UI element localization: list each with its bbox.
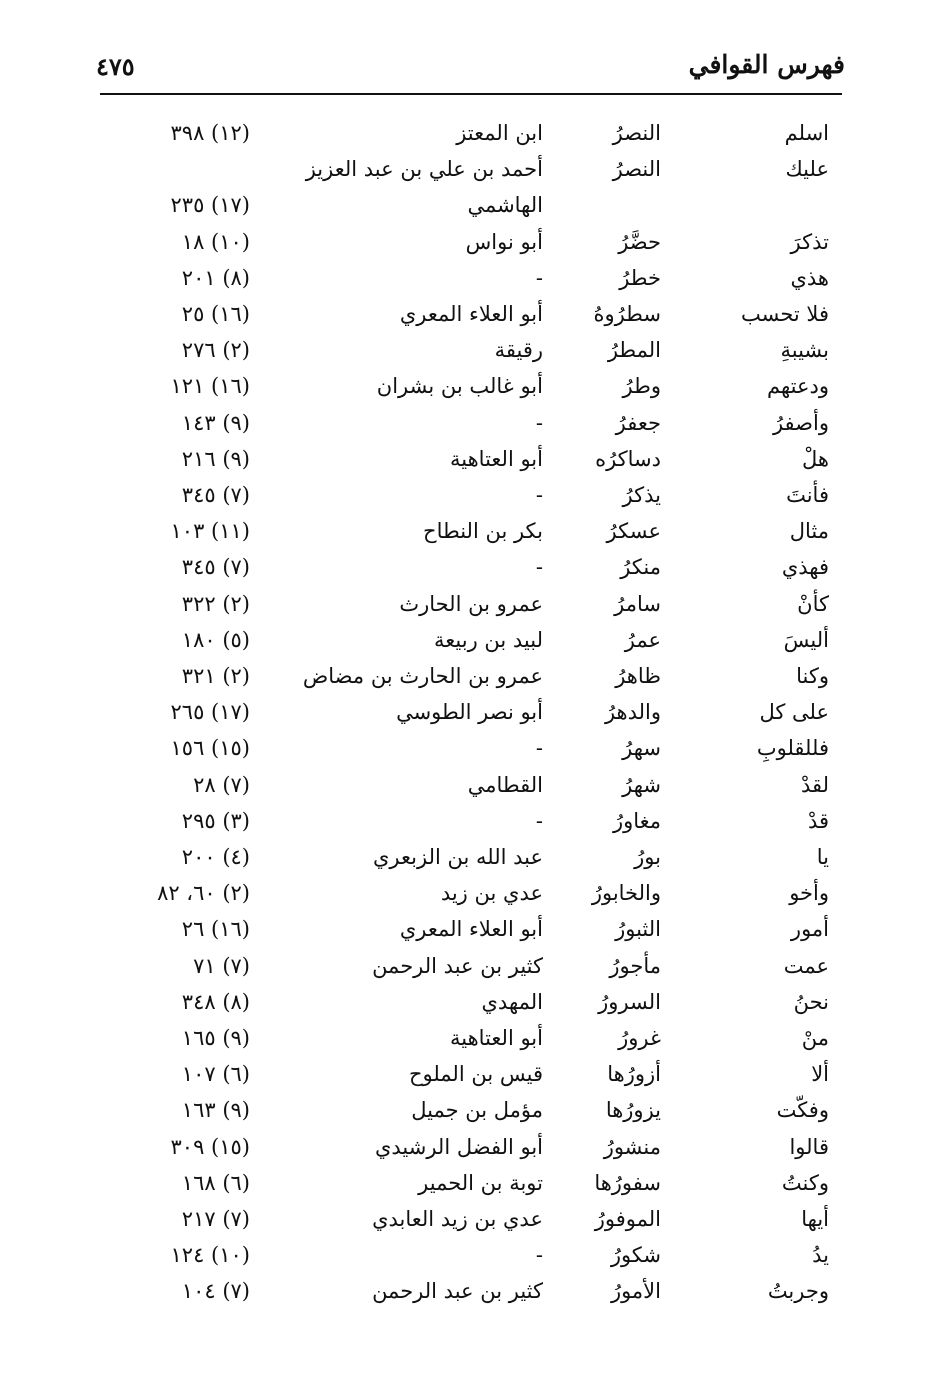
rhyme-word-cell: أزورُها bbox=[607, 1062, 661, 1087]
table-row bbox=[0, 1273, 943, 1309]
reference-cell: (١٢) ٣٩٨ bbox=[170, 121, 250, 145]
opening-cell: فللقلوبِ bbox=[756, 736, 829, 761]
poet-cell: ابن المعتز bbox=[456, 121, 543, 145]
poet-cell: توبة بن الحمير bbox=[418, 1170, 543, 1195]
rhyme-word-cell: سهرُ bbox=[622, 736, 661, 761]
table-row bbox=[0, 224, 943, 260]
reference-cell: (٩) ١٦٥ bbox=[181, 1026, 250, 1050]
page-title: فهرس القوافي bbox=[688, 50, 845, 79]
table-row bbox=[0, 1056, 943, 1092]
poet-cell: مؤمل بن جميل bbox=[411, 1098, 543, 1123]
table-row bbox=[0, 1165, 943, 1201]
opening-cell: وأصفرُ bbox=[772, 410, 829, 435]
rhyme-word-cell: والدهرُ bbox=[604, 700, 661, 725]
reference-cell: (٧) ٣٤٥ bbox=[181, 555, 250, 580]
rhyme-word-cell: والخابورُ bbox=[591, 881, 661, 906]
opening-cell: كأنْ bbox=[797, 591, 829, 616]
opening-cell: أيها bbox=[801, 1207, 829, 1231]
rhyme-word-cell: شكورُ bbox=[610, 1243, 661, 1268]
table-row bbox=[0, 839, 943, 875]
reference-cell: (١٦) ٢٥ bbox=[181, 302, 250, 326]
poet-cell: عدي بن زيد bbox=[440, 881, 543, 906]
poet-cell: كثير بن عبد الرحمن bbox=[372, 953, 543, 978]
rhyme-word-cell: النصرُ bbox=[612, 121, 661, 145]
reference-cell: (١٥) ١٥٦ bbox=[170, 736, 250, 761]
table-row bbox=[0, 296, 943, 332]
reference-cell: (٨) ٣٤٨ bbox=[181, 989, 250, 1014]
rhyme-word-cell: خطرُ bbox=[619, 265, 661, 290]
poet-cell: - bbox=[535, 1243, 543, 1268]
reference-cell: (١٦) ٢٦ bbox=[181, 917, 250, 942]
opening-cell: وكنا bbox=[796, 664, 829, 688]
rhyme-word-cell: حضَّرُ bbox=[618, 229, 661, 254]
rhyme-word-cell: السرورُ bbox=[598, 989, 661, 1014]
table-row bbox=[0, 767, 943, 803]
reference-cell: (٩) ١٦٣ bbox=[181, 1098, 250, 1123]
rhyme-word-cell: دساكرُه bbox=[595, 446, 661, 471]
poet-cell: أبو نصر الطوسي bbox=[396, 700, 543, 725]
rhyme-word-cell: الأمورُ bbox=[610, 1279, 661, 1304]
opening-cell: يدُ bbox=[812, 1243, 829, 1268]
poet-cell: - bbox=[535, 265, 543, 290]
table-row bbox=[0, 694, 943, 730]
opening-cell: لقدْ bbox=[800, 772, 829, 797]
table-row bbox=[0, 586, 943, 622]
rhyme-word-cell: مأجورُ bbox=[609, 953, 661, 978]
table-row bbox=[0, 730, 943, 766]
poet-cell: أبو العلاء المعري bbox=[399, 917, 543, 942]
poet-cell: أبو العتاهية bbox=[450, 446, 543, 471]
table-row bbox=[0, 1237, 943, 1273]
rhyme-word-cell: منشورُ bbox=[603, 1134, 661, 1159]
reference-cell: (١٦) ١٢١ bbox=[170, 374, 250, 399]
poet-cell: عمرو بن الحارث bbox=[399, 591, 543, 616]
table-row bbox=[0, 405, 943, 441]
reference-cell: (١١) ١٠٣ bbox=[170, 519, 250, 544]
opening-cell: هلْ bbox=[802, 446, 829, 471]
opening-cell: نحنُ bbox=[793, 989, 829, 1014]
poet-cell: - bbox=[535, 555, 543, 580]
reference-cell: (٢) ٣٢١ bbox=[181, 664, 250, 688]
rhyme-word-cell: جعفرُ bbox=[615, 410, 661, 435]
rhyme-word-cell: عسكرُ bbox=[606, 519, 661, 544]
opening-cell: وجربتُ bbox=[767, 1279, 829, 1304]
opening-cell: ودعتهم bbox=[766, 374, 829, 399]
table-row bbox=[0, 549, 943, 585]
reference-cell: (١٠) ١٢٤ bbox=[170, 1243, 250, 1268]
poet-cell: - bbox=[535, 808, 543, 833]
reference-cell: (٩) ١٤٣ bbox=[181, 410, 250, 435]
table-row bbox=[0, 803, 943, 839]
page-number: ٤٧٥ bbox=[96, 52, 135, 81]
reference-cell: (٦) ١٦٨ bbox=[181, 1170, 250, 1195]
poet-cell: القطامي bbox=[467, 772, 543, 797]
table-row bbox=[0, 151, 943, 187]
reference-cell: (٢) ٣٢٢ bbox=[181, 591, 250, 616]
poet-cell: أبو غالب بن بشران bbox=[376, 374, 543, 399]
poet-cell: أبو الفضل الرشيدي bbox=[374, 1134, 543, 1159]
opening-cell: قالوا bbox=[789, 1134, 829, 1159]
poet-cell: أبو العتاهية bbox=[450, 1026, 543, 1050]
opening-cell: بشيبةِ bbox=[780, 338, 829, 363]
rhyme-word-cell: غرورُ bbox=[618, 1026, 661, 1050]
table-row bbox=[0, 477, 943, 513]
table-row bbox=[0, 1129, 943, 1165]
reference-cell: (١٧) ٢٦٥ bbox=[170, 700, 250, 725]
table-row bbox=[0, 1020, 943, 1056]
reference-cell: (٦) ١٠٧ bbox=[181, 1062, 250, 1087]
poet-cell: عمرو بن الحارث بن مضاض bbox=[302, 664, 543, 688]
opening-cell: وأخو bbox=[789, 881, 829, 906]
opening-cell: هذي bbox=[790, 265, 829, 290]
reference-cell: (٩) ٢١٦ bbox=[181, 446, 250, 471]
opening-cell: فهذي bbox=[781, 555, 829, 580]
poet-cell: المهدي bbox=[481, 989, 543, 1014]
opening-cell: اسلم bbox=[784, 121, 829, 145]
reference-cell: (١٥) ٣٠٩ bbox=[170, 1134, 250, 1159]
table-row bbox=[0, 332, 943, 368]
poet-cell: الهاشمي bbox=[467, 193, 543, 218]
opening-cell: أمور bbox=[790, 917, 829, 942]
table-row bbox=[0, 187, 943, 223]
table-row bbox=[0, 115, 943, 151]
poet-cell: عدي بن زيد العابدي bbox=[372, 1207, 543, 1231]
opening-cell: أليسَ bbox=[783, 627, 829, 652]
table-row bbox=[0, 984, 943, 1020]
rhyme-word-cell: يذكرُ bbox=[622, 483, 661, 507]
reference-cell: (٢) ٦٠، ٨٢ bbox=[157, 881, 250, 906]
reference-cell: (٣) ٢٩٥ bbox=[181, 808, 250, 833]
table-row bbox=[0, 368, 943, 404]
table-row bbox=[0, 260, 943, 296]
rhyme-word-cell: سفورُها bbox=[594, 1170, 661, 1195]
poet-cell: قيس بن الملوح bbox=[408, 1062, 543, 1087]
rhyme-word-cell: مغاورُ bbox=[612, 808, 661, 833]
opening-cell: على كل bbox=[759, 700, 829, 725]
opening-cell: قدْ bbox=[807, 808, 829, 833]
opening-cell: تذكرَ bbox=[790, 229, 829, 254]
table-row bbox=[0, 948, 943, 984]
poet-cell: - bbox=[535, 483, 543, 507]
opening-cell: مثال bbox=[789, 519, 829, 544]
rhyme-word-cell: يزورُها bbox=[605, 1098, 661, 1123]
reference-cell: (٧) ٢١٧ bbox=[181, 1207, 250, 1231]
table-row bbox=[0, 1092, 943, 1128]
table-row bbox=[0, 441, 943, 477]
rhyme-word-cell: شهرُ bbox=[622, 772, 661, 797]
rhyme-word-cell: الموفورُ bbox=[594, 1207, 661, 1231]
rhyme-word-cell: سامرُ bbox=[614, 591, 661, 616]
table-row bbox=[0, 513, 943, 549]
poet-cell: - bbox=[535, 736, 543, 761]
opening-cell: عمت bbox=[783, 953, 829, 978]
poet-cell: أحمد بن علي بن عبد العزيز bbox=[305, 157, 543, 182]
opening-cell: وكنتُ bbox=[781, 1170, 829, 1195]
reference-cell: (٧) ٣٤٥ bbox=[181, 483, 250, 507]
opening-cell: وفكّت bbox=[776, 1098, 829, 1123]
opening-cell: منْ bbox=[801, 1026, 829, 1050]
rhyme-word-cell: ظاهرُ bbox=[615, 664, 661, 688]
poet-cell: أبو نواس bbox=[465, 229, 543, 254]
poet-cell: أبو العلاء المعري bbox=[399, 302, 543, 326]
opening-cell: عليك bbox=[785, 157, 829, 182]
opening-cell: فأنتَ bbox=[786, 483, 829, 507]
table-row bbox=[0, 622, 943, 658]
reference-cell: (٧) ٢٨ bbox=[193, 772, 250, 797]
rhyme-word-cell: المطرُ bbox=[607, 338, 661, 363]
poet-cell: بكر بن النطاح bbox=[423, 519, 543, 544]
poet-cell: كثير بن عبد الرحمن bbox=[372, 1279, 543, 1304]
reference-cell: (٥) ١٨٠ bbox=[181, 627, 250, 652]
reference-cell: (١٠) ١٨ bbox=[181, 229, 250, 254]
rhyme-word-cell: النصرُ bbox=[612, 157, 661, 182]
table-row bbox=[0, 658, 943, 694]
reference-cell: (١٧) ٢٣٥ bbox=[170, 193, 250, 218]
poet-cell: - bbox=[535, 410, 543, 435]
reference-cell: (٧) ١٠٤ bbox=[181, 1279, 250, 1304]
rhyme-word-cell: بورُ bbox=[634, 845, 661, 869]
rhyme-word-cell: منكرُ bbox=[620, 555, 661, 580]
reference-cell: (٢) ٢٧٦ bbox=[181, 338, 250, 363]
rhyme-word-cell: الثبورُ bbox=[615, 917, 661, 942]
rhyme-word-cell: عمرُ bbox=[624, 627, 661, 652]
opening-cell: فلا تحسب bbox=[741, 302, 829, 326]
poet-cell: لبيد بن ربيعة bbox=[434, 627, 543, 652]
rhyme-word-cell: سطرُوهُ bbox=[593, 302, 661, 326]
poet-cell: رقيقة bbox=[494, 338, 543, 363]
opening-cell: يا bbox=[816, 845, 829, 869]
reference-cell: (٧) ٧١ bbox=[193, 953, 250, 978]
reference-cell: (٨) ٢٠١ bbox=[181, 265, 250, 290]
rhyme-word-cell: وطرُ bbox=[622, 374, 661, 399]
reference-cell: (٤) ٢٠٠ bbox=[181, 845, 250, 869]
table-row bbox=[0, 1201, 943, 1237]
table-row bbox=[0, 875, 943, 911]
opening-cell: ألا bbox=[811, 1062, 829, 1087]
table-row bbox=[0, 911, 943, 947]
poet-cell: عبد الله بن الزبعري bbox=[372, 845, 543, 869]
